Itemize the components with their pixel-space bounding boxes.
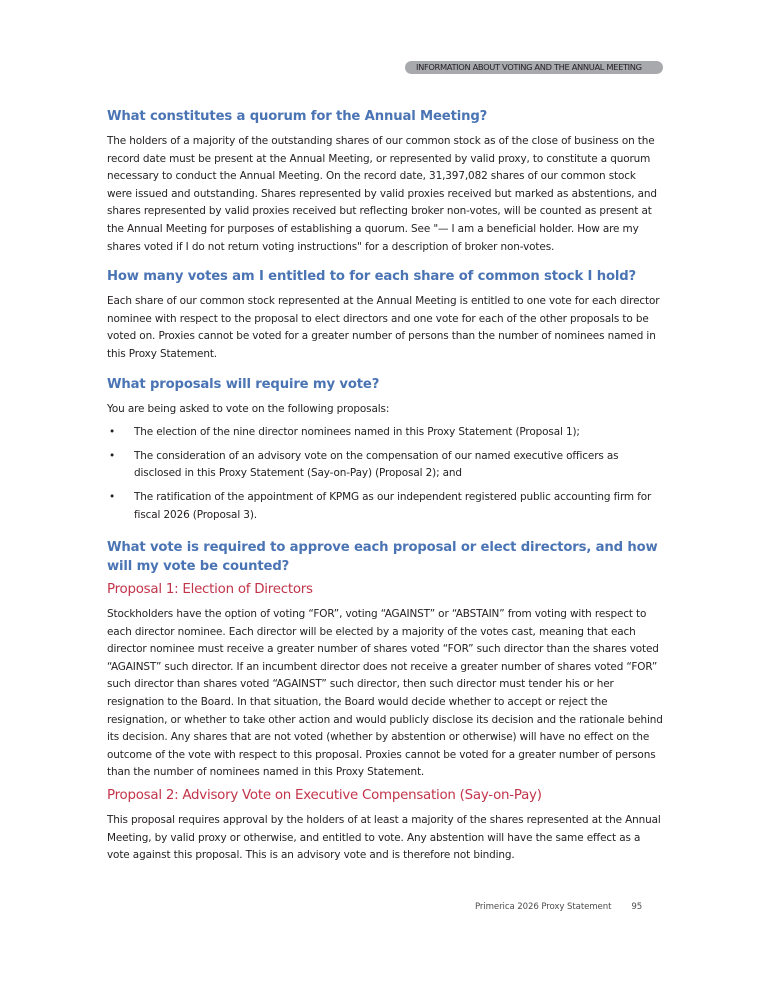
- list-item-text: The consideration of an advisory vote on the compensation of our named executive officers as disclosed in this Proxy Statement (Say-on-Pay) (Proposal 2); and: [134, 449, 619, 480]
- section-heading: How many votes am I entitled to for each share of common stock I hold?: [107, 269, 637, 285]
- list-item-text: The ratification of the appointment of KPMG as our independent registered public accounting firm for fiscal 2026 (Proposal 3).: [134, 490, 652, 521]
- subsection-heading: Proposal 2: Advisory Vote on Executive Compensation (Say-on-Pay): [107, 788, 542, 804]
- section-heading: What constitutes a quorum for the Annual Meeting?: [107, 109, 488, 124]
- bullet-icon: •: [109, 449, 116, 462]
- section-quorum: [107, 107, 663, 256]
- bullet-icon: •: [109, 426, 116, 439]
- section-vote-required: [107, 538, 663, 865]
- section-proposals: [107, 375, 663, 525]
- list-item-text: The election of the nine director nominees named in this Proxy Statement (Proposal 1);: [134, 426, 580, 439]
- paragraph: The holders of a majority of the outstanding shares of our common stock as of the close of business on the record date must be present at the Annual Meeting, or represented by valid proxy, to constitute a quorum necessary to conduct the Annual Meeting. On the record date, 31,397,082 shares of our common stock were issued and outstanding. Shares represented by valid proxies received but marked as abstentions, and shares represented by valid proxies received but reflecting broker non-votes, will be counted as present at the Annual Meeting for purposes of establishing a quorum. See "— I am a beneficial holder. How are my shares voted if I do not return voting instructions" for a description of broker non-votes.: [107, 135, 657, 253]
- section-header-label: INFORMATION ABOUT VOTING AND THE ANNUAL MEETING: [405, 61, 663, 74]
- page-number: 95: [631, 902, 643, 912]
- paragraph: You are being asked to vote on the following proposals:: [107, 402, 390, 415]
- subsection-heading: Proposal 1: Election of Directors: [107, 582, 313, 598]
- document-body: [107, 107, 663, 876]
- paragraph: Stockholders have the option of voting “FOR”, voting “AGAINST” or “ABSTAIN” from voting with respect to each director nominee. Each director will be elected by a majority of the votes cast, meaning that each director nominee must receive a greater number of shares voted “FOR” such director than the shares voted “AGAINST” such director. If an incumbent director does not receive a greater number of shares voted “FOR” such director than shares voted “AGAINST” such director, then such director must tender his or her resignation to the Board. In that situation, the Board would decide whether to accept or reject the resignation, or whether to take other action and would publicly disclose its decision and the rationale behind its decision. Any shares that are not voted (whether by abstention or otherwise) will have no effect on the outcome of the vote with respect to this proposal. Proxies cannot be voted for a greater number of persons than the number of nominees named in this Proxy Statement.: [107, 608, 663, 779]
- footer-document-title: Primerica 2026 Proxy Statement: [475, 902, 612, 912]
- list-item: [107, 424, 663, 442]
- proposal-list: [107, 424, 663, 524]
- paragraph: Each share of our common stock represented at the Annual Meeting is entitled to one vote for each director nominee with respect to the proposal to elect directors and one vote for each of the other proposals to be voted on. Proxies cannot be voted for a greater number of persons than the number of nominees named in this Proxy Statement.: [107, 295, 660, 360]
- list-item: [107, 448, 663, 483]
- section-votes-per-share: [107, 267, 663, 363]
- bullet-icon: •: [109, 490, 116, 503]
- section-heading: What vote is required to approve each proposal or elect directors, and how will my vote be counted?: [107, 540, 658, 575]
- paragraph: This proposal requires approval by the holders of at least a majority of the shares represented at the Annual Meeting, by valid proxy or otherwise, and entitled to vote. Any abstention will have the same effect as a vote against this proposal. This is an advisory vote and is therefore not binding.: [107, 814, 661, 862]
- section-heading: What proposals will require my vote?: [107, 376, 380, 392]
- page-footer: [475, 902, 642, 912]
- list-item: [107, 489, 663, 524]
